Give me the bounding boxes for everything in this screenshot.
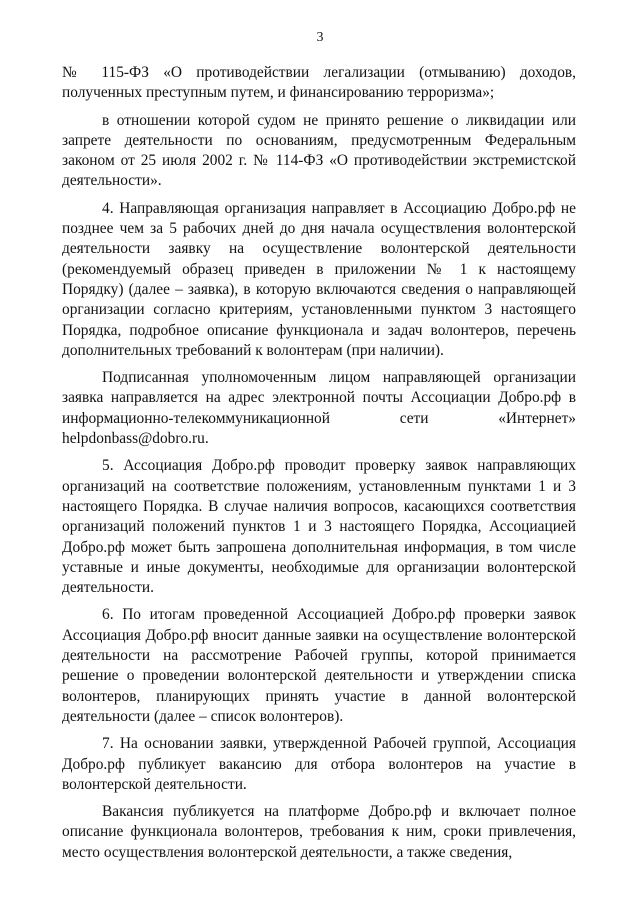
paragraph-vacancy: Вакансия публикуется на платформе Добро.рф и включает полное описание функционала волонтеров, требования к ним, сроки привлечения, место осуществления волонтерской деятельности, а также сведения, — [62, 803, 576, 861]
paragraph-continuation-115fz: № 115-ФЗ «О противодействии легализации (отмыванию) доходов, полученных преступным путем, и финансированию терроризма»; — [62, 64, 576, 102]
document-body — [62, 63, 576, 870]
paragraph-item-6: 6. По итогам проведенной Ассоциацией Добро.рф проверки заявок Ассоциация Добро.рф вносит данные заявки на осуществление волонтерской деятельности на рассмотрение Рабочей группы, которой принимается решение о проведении волонтерской деятельности и утверждении списка волонтеров, планирующих принять участие в данной волонтерской деятельности (далее – список волонтеров). — [62, 606, 576, 725]
page-number: 3 — [316, 30, 324, 45]
paragraph-item-4: 4. Направляющая организация направляет в Ассоциацию Добро.рф не позднее чем за 5 рабочих дней до дня начала осуществления волонтерской деятельности заявку на осуществление волонтерской деятельности (рекомендуемый образец приведен в приложении № 1 к настоящему Порядку) (далее – заявка), в которую включаются сведения о направляющей организации согласно критериям, установленными пунктом 3 настоящего Порядка, подробное описание функционала и задач волонтеров, перечень дополнительных требований к волонтерам (при наличии). — [62, 199, 576, 359]
paragraph-signed-application: Подписанная уполномоченным лицом направляющей организации заявка направляется на адрес электронной почты Ассоциации Добро.рф в информационно-телекоммуникационной сети «Интернет» helpdonbass@dobro.ru. — [62, 369, 576, 448]
paragraph-item-7: 7. На основании заявки, утвержденной Рабочей группой, Ассоциация Добро.рф публикует вакансию для отбора волонтеров на участие в волонтерской деятельности. — [62, 735, 576, 793]
paragraph-item-5: 5. Ассоциация Добро.рф проводит проверку заявок направляющих организаций на соответствие положениям, установленным пунктами 1 и 3 настоящего Порядка. В случае наличия вопросов, касающихся соответствия организаций положений пунктов 1 и 3 настоящего Порядка, Ассоциацией Добро.рф может быть запрошена дополнительная информация, в том числе уставные и иные документы, необходимые для организации волонтерской деятельности. — [62, 457, 576, 597]
paragraph-no-liquidation: в отношении которой судом не принято решение о ликвидации или запрете деятельности по основаниям, предусмотренным Федеральным законом от 25 июля 2002 г. № 114-ФЗ «О противодействии экстремистской деятельности». — [62, 111, 576, 190]
